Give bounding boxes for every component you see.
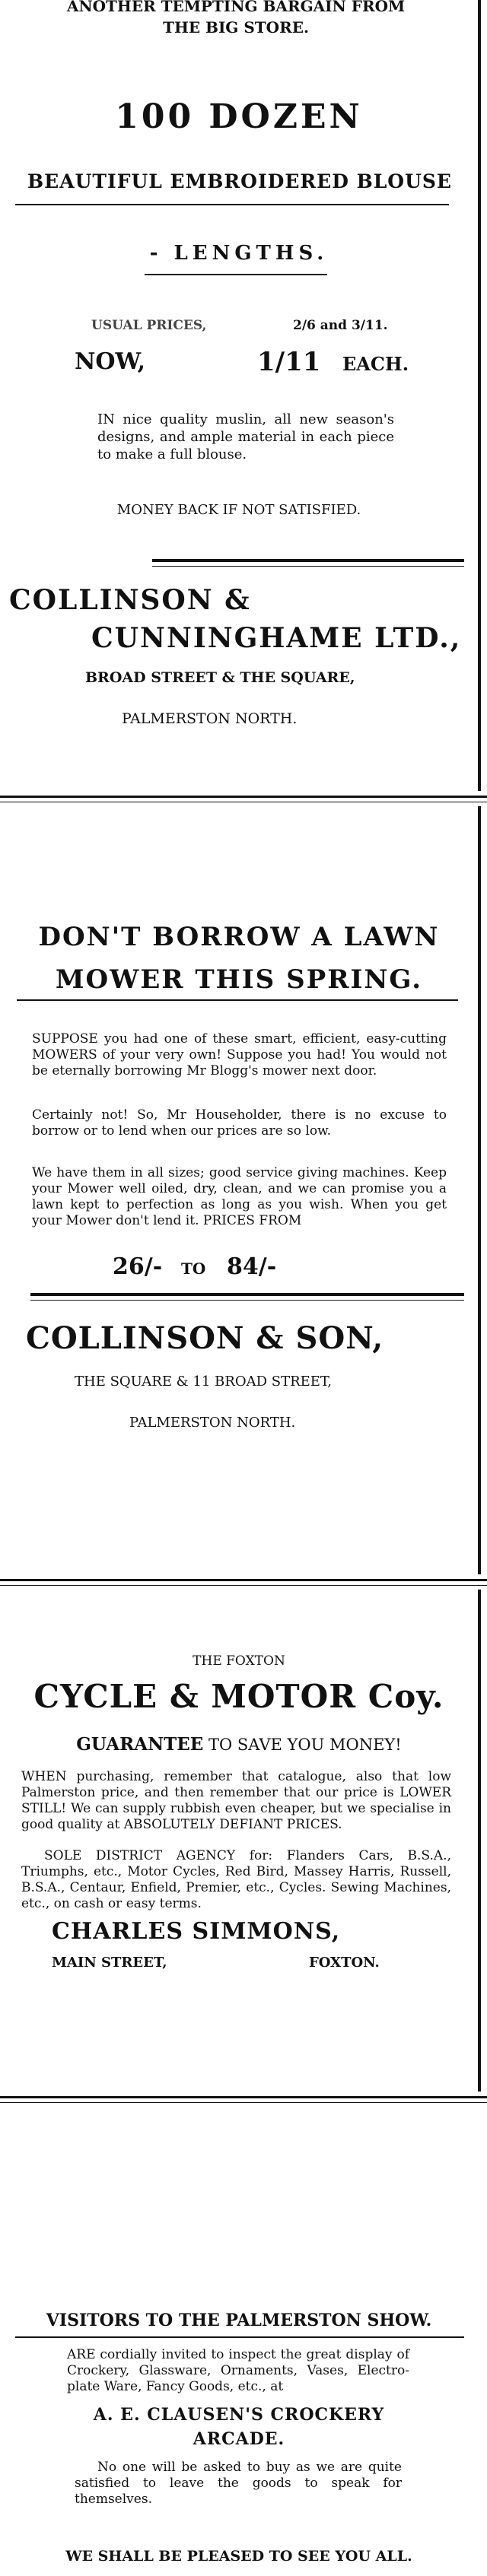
- ad4-headline-underline: [15, 2336, 464, 2338]
- ad1-quantity: 100 DOZEN: [115, 97, 363, 136]
- ad3-tagline-bold: GUARANTEE: [76, 1734, 204, 1755]
- separator-3b: [0, 2102, 487, 2103]
- ad4-para-1: ARE cordially invited to inspect the great display of Crockery, Glassware, Ornaments, Vases, Electro-plate Ware, Fancy Goods, etc., at: [67, 2347, 409, 2394]
- ad1-product-sub-underline: [145, 274, 327, 275]
- ad4-shop-line-1: A. E. CLAUSEN'S CROCKERY: [93, 2405, 385, 2425]
- ad-foxton-cycle: [0, 1590, 481, 2092]
- ad1-firm-line1: COLLINSON &: [9, 584, 251, 616]
- ad3-street: MAIN STREET,: [52, 1955, 167, 1971]
- ad1-now-each: EACH.: [342, 353, 409, 375]
- ad2-town: PALMERSTON NORTH.: [129, 1415, 296, 1431]
- ad1-usual-label: USUAL PRICES,: [91, 318, 207, 333]
- ad-clausen-crockery: [0, 2107, 487, 2576]
- ad1-usual-prices: 2/6 and 3/11.: [293, 318, 388, 333]
- ad4-headline: VISITORS TO THE PALMERSTON SHOW.: [46, 2311, 432, 2330]
- ad2-rule-thick: [30, 1293, 464, 1296]
- ad1-now-price: 1/11: [257, 347, 321, 377]
- ad4-shop-line-2: ARCADE.: [193, 2429, 285, 2449]
- ad2-headline-2: MOWER THIS SPRING.: [55, 964, 423, 995]
- ad3-tagline-rest: TO SAVE YOU MONEY!: [208, 1736, 402, 1754]
- ad2-headline-underline: [17, 999, 458, 1001]
- ad4-para-2: No one will be asked to buy as we are quite satisfied to leave the goods to speak for themselves.: [75, 2460, 402, 2507]
- ad1-header: ANOTHER TEMPTING BARGAIN FROM THE BIG STORE.: [66, 0, 406, 37]
- separator-3: [0, 2096, 487, 2098]
- ad1-product: BEAUTIFUL EMBROIDERED BLOUSE: [27, 170, 452, 192]
- ad1-town: PALMERSTON NORTH.: [122, 710, 298, 727]
- ad2-para-1: SUPPOSE you had one of these smart, efficient, easy-cutting MOWERS of your very own! Suppose you had! You would not be eternally borrowing Mr Blogg's mower next door.: [32, 1031, 447, 1078]
- ad3-title: CYCLE & MOTOR Coy.: [33, 1678, 444, 1715]
- ad3-proprietor: CHARLES SIMMONS,: [52, 1918, 341, 1945]
- ad1-address: BROAD STREET & THE SQUARE,: [85, 669, 355, 686]
- ad1-description: IN nice quality muslin, all new season's designs, and ample material in each piece to make a full blouse.: [97, 411, 394, 462]
- ad2-para-3: We have them in all sizes; good service giving machines. Keep your Mower well oiled, dry, clean, and we can promise you a lawn kept to perfection as long as you wish. When you get your Mower don't lend it. PRICES FROM: [32, 1165, 447, 1228]
- separator-2b: [0, 1585, 487, 1586]
- ad1-product-underline: [15, 204, 449, 205]
- ad2-headline-1: DON'T BORROW A LAWN: [38, 922, 440, 952]
- ad2-firm: COLLINSON & SON,: [26, 1320, 384, 1356]
- ad3-para-1: WHEN purchasing, remember that catalogue, also that low Palmerston price, and then remember that our price is LOWER STILL! We can supply rubbish even cheaper, but we specialise in good quality at ABSOLUTELY DEFIANT PRICES.: [21, 1769, 451, 1832]
- ad-collinson-son: [0, 806, 481, 1574]
- ad2-price-from: 26/-: [113, 1253, 163, 1280]
- ad4-closing: WE SHALL BE PLEASED TO SEE YOU ALL.: [65, 2548, 412, 2565]
- ad3-para-2: SOLE DISTRICT AGENCY for: Flanders Cars, B.S.A., Triumphs, etc., Motor Cycles, Red Bird, Massey Harris, Russell, B.S.A., Centaur, Enfield, Premier, etc., Cycles. Sewing Machines, etc., on cash or easy terms.: [21, 1848, 451, 1911]
- ad2-address: THE SQUARE & 11 BROAD STREET,: [75, 1374, 332, 1390]
- separator-2: [0, 1579, 487, 1581]
- ad3-kicker: THE FOXTON: [193, 1653, 285, 1669]
- ad1-rule-thin: [152, 566, 464, 567]
- ad1-product-sub: - LENGTHS.: [149, 242, 329, 265]
- ad3-town: FOXTON.: [309, 1955, 380, 1971]
- ad2-para-2: Certainly not! So, Mr Householder, there is no excuse to borrow or to lend when our prices are so low.: [32, 1107, 447, 1139]
- ad2-price-to: 84/-: [227, 1253, 277, 1280]
- ad2-price-to-word: TO: [181, 1259, 206, 1278]
- ad2-rule-thin: [30, 1300, 464, 1301]
- ad1-guarantee: MONEY BACK IF NOT SATISFIED.: [116, 502, 361, 518]
- ad1-rule-thick: [152, 559, 464, 562]
- ad1-now-label: NOW,: [75, 348, 146, 375]
- ad3-tagline: [0, 1734, 478, 1755]
- separator-1: [0, 796, 487, 798]
- ad-collinson-cunninghame: [0, 0, 481, 791]
- ad1-firm-line2: CUNNINGHAME LTD.,: [91, 622, 462, 654]
